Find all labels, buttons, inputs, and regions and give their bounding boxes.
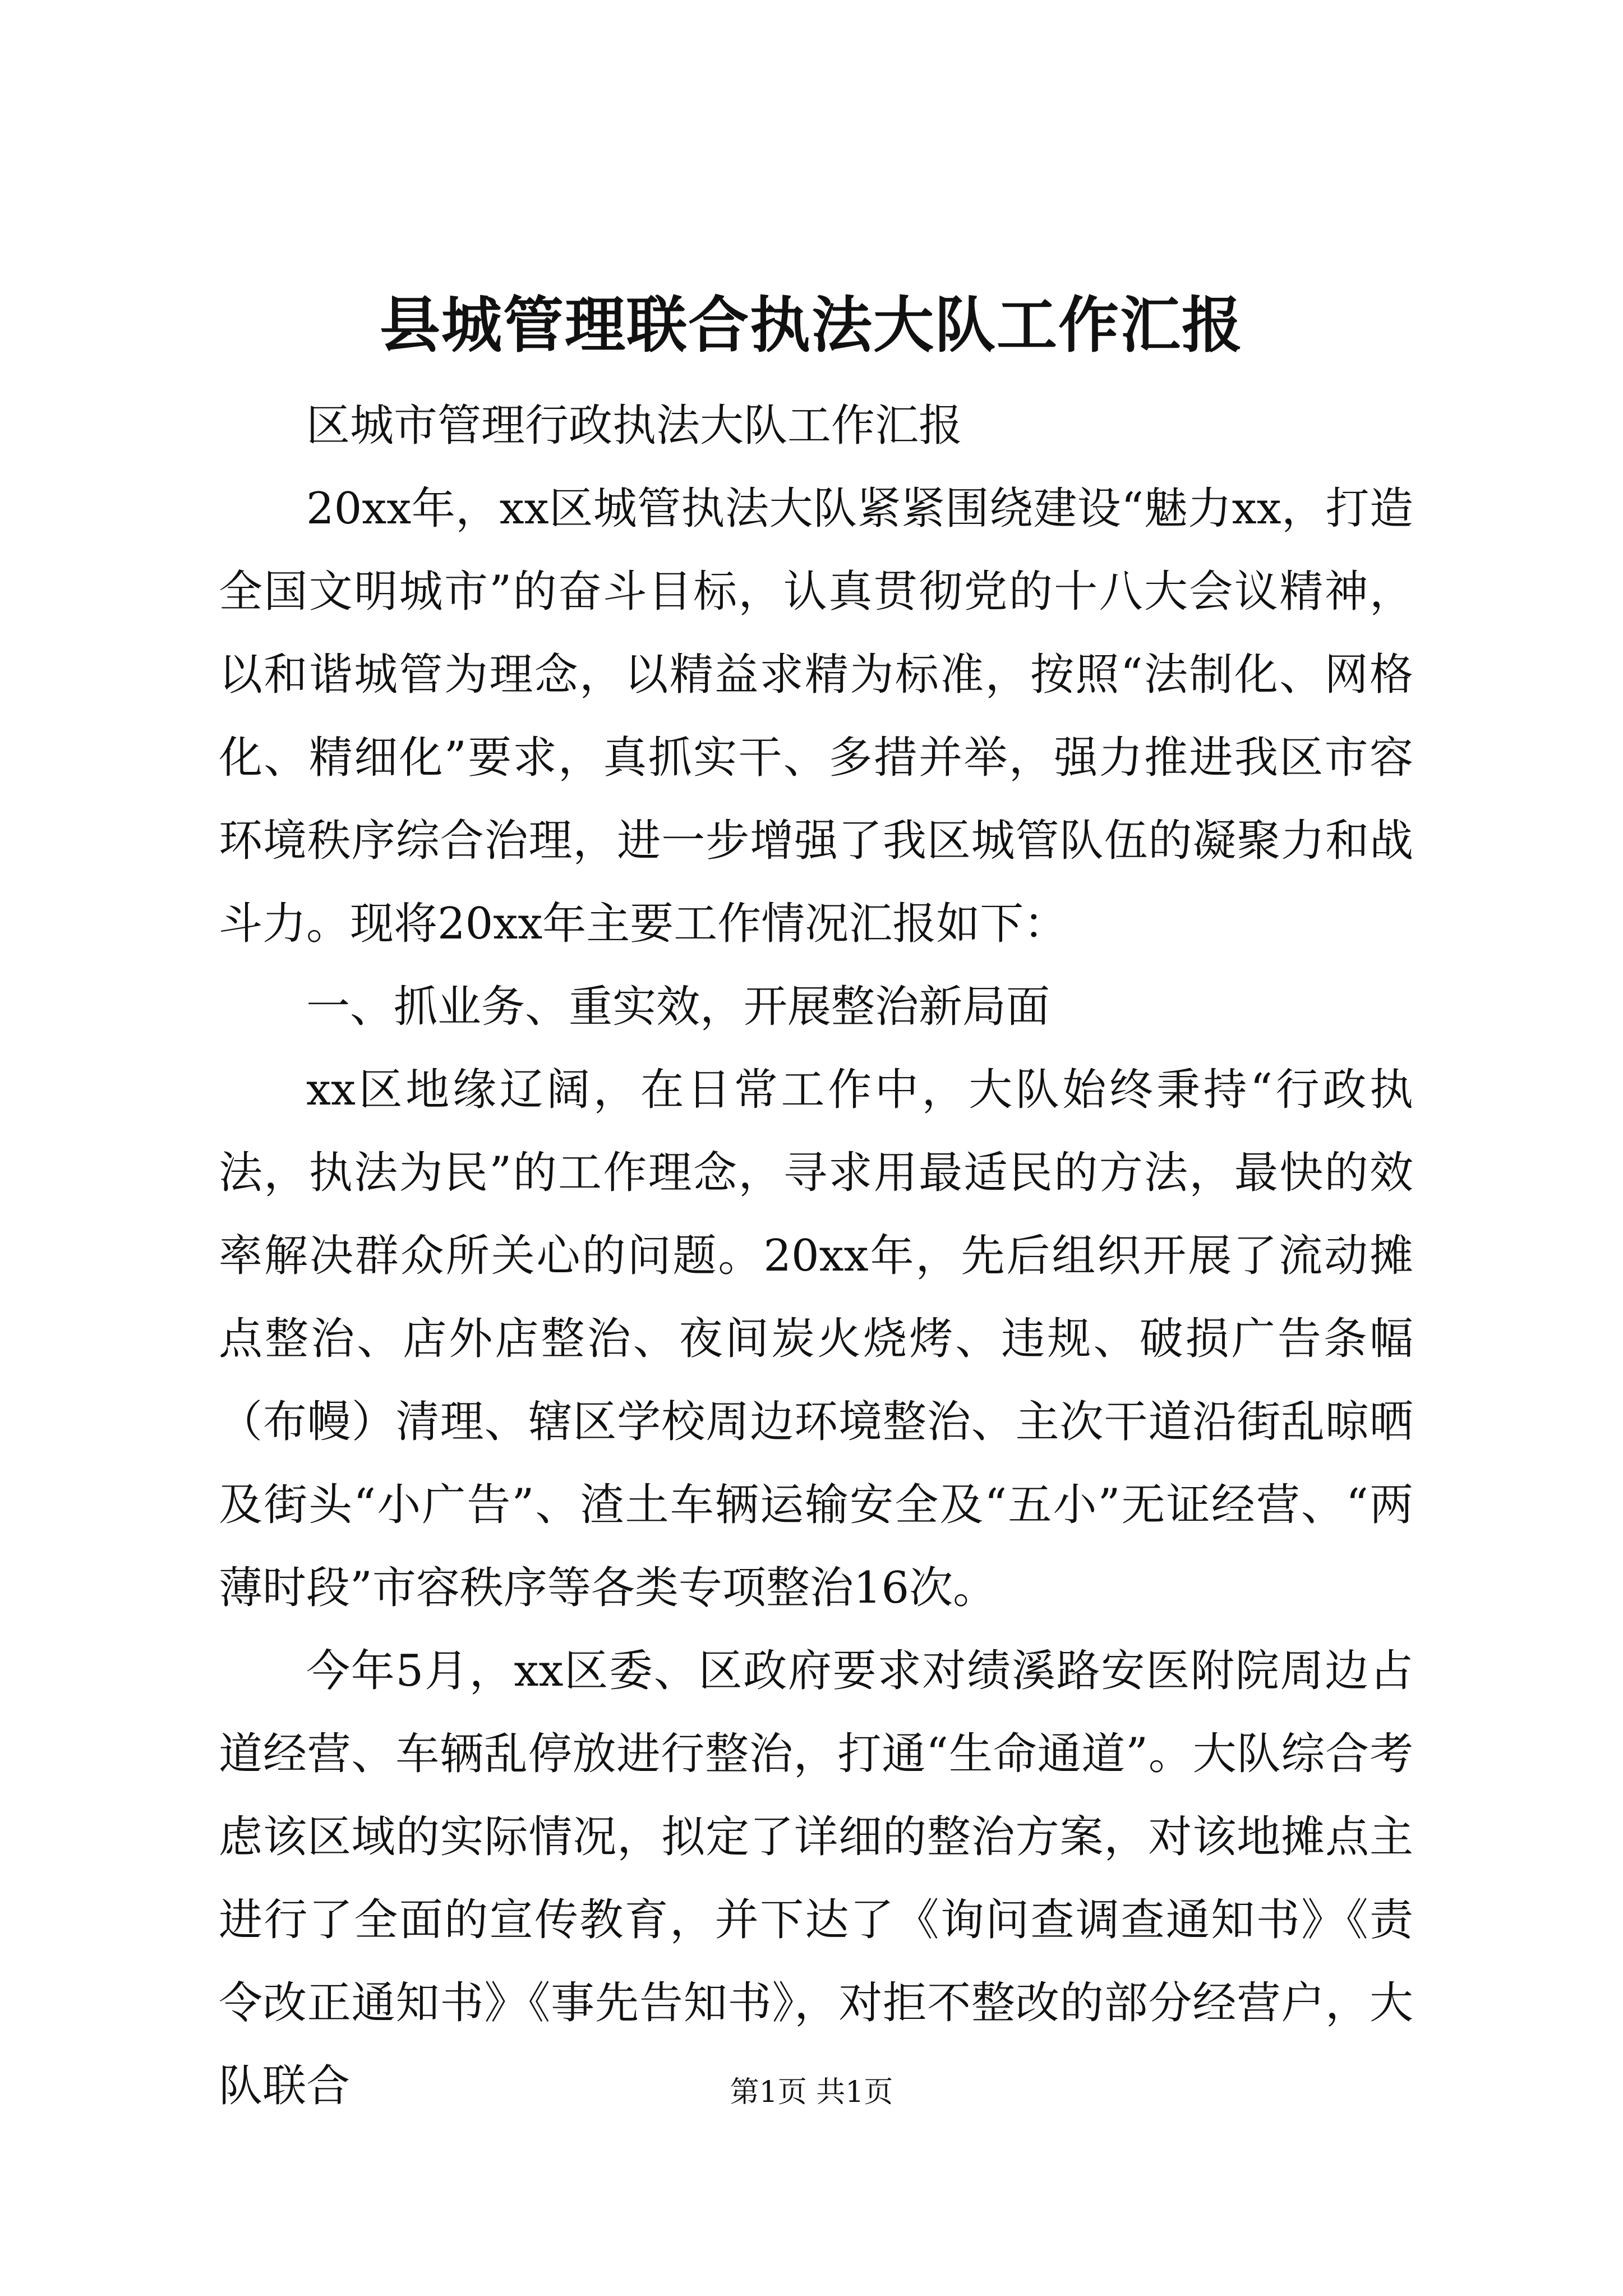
paragraph: 20xx年，xx区城管执法大队紧紧围绕建设“魅力xx，打造全国文明城市”的奋斗目标，认真贯彻党的十八大会议精神，以和谐城管为理念，以精益求精为标准，按照“法制化、网格化、精细化”要求，真抓实干、多措并举，强力推进我区市容环境秩序综合治理，进一步增强了我区城管队伍的凝聚力和战斗力。现将20xx年主要工作情况汇报如下： <box>219 484 1413 949</box>
document-title: 县城管理联合执法大队工作汇报 <box>379 290 1243 361</box>
section-heading: 一、抓业务、重实效，开展整治新局面 <box>306 982 1050 1032</box>
page-footer: 第1页 共1页 <box>730 2076 893 2109</box>
paragraph: xx区地缘辽阔，在日常工作中，大队始终秉持“行政执法，执法为民”的工作理念，寻求用最适民的方法，最快的效率解决群众所关心的问题。20xx年，先后组织开展了流动摊点整治、店外店整治、夜间炭火烧烤、违规、破损广告条幅（布幔）清理、辖区学校周边环境整治、主次干道沿街乱晾晒及街头“小广告”、渣土车辆运输安全及“五小”无证经营、“两薄时段”市容秩序等各类专项整治16次。 <box>219 1065 1413 1613</box>
paragraph-subtitle: 区城市管理行政执法大队工作汇报 <box>306 401 963 451</box>
paragraph: 今年5月，xx区委、区政府要求对绩溪路安医附院周边占道经营、车辆乱停放进行整治，打通“生命通道”。大队综合考虑该区域的实际情况，拟定了详细的整治方案，对该地摊点主进行了全面的宣传教育，并下达了《询问查调查通知书》《责令改正通知书》《事先告知书》，对拒不整改的部分经营户，大队联合 <box>219 1646 1413 2111</box>
document-body <box>219 384 1413 2128</box>
